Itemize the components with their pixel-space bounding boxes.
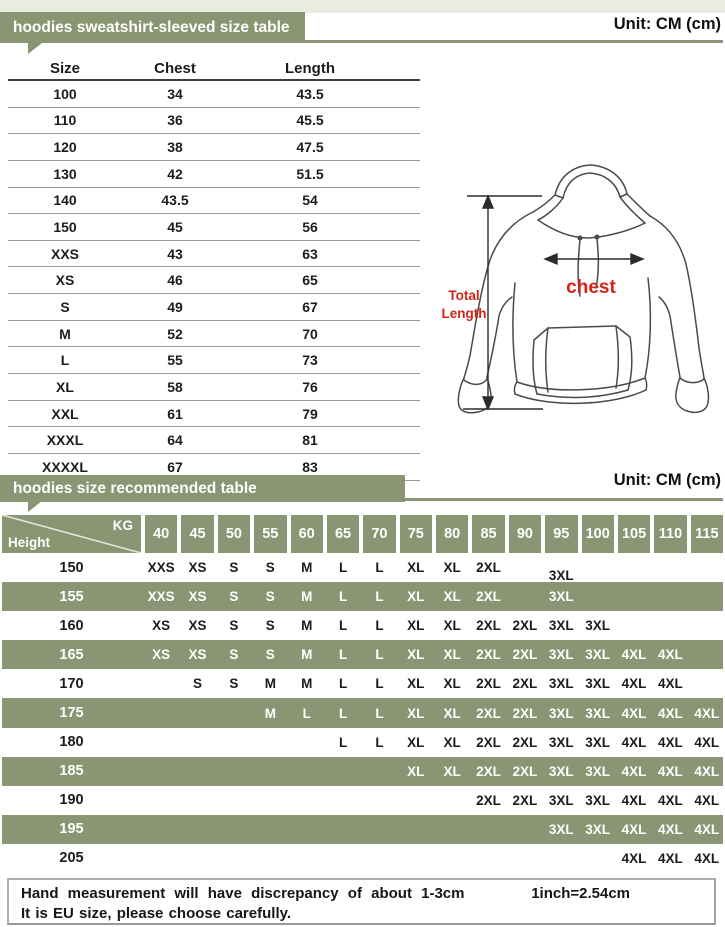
size-table-row	[8, 267, 420, 294]
recommend-table-row	[2, 698, 723, 727]
size-cell: 100	[53, 85, 77, 102]
size-cell: S	[60, 298, 70, 315]
size-cell: XS	[55, 272, 75, 289]
recommend-size-cell: 3XL	[548, 676, 574, 692]
recommend-size-cell: 2XL	[512, 763, 538, 779]
recommend-size-cell: 3XL	[585, 647, 611, 663]
weight-column-header: 115	[691, 515, 723, 553]
unit-label: Unit: CM (cm)	[613, 15, 721, 33]
recommend-size-cell: S	[229, 560, 239, 576]
recommend-size-cell: 4XL	[694, 792, 720, 808]
recommend-size-cell: M	[301, 647, 313, 663]
recommend-size-cell: 2XL	[512, 676, 538, 692]
length-cell: 83	[302, 458, 318, 475]
recommend-size-cell: XL	[443, 647, 461, 663]
recommend-size-cell: 3XL	[548, 763, 574, 779]
recommend-size-cell: 2XL	[476, 589, 501, 605]
recommend-size-cell: XL	[407, 734, 425, 750]
recommend-size-cell: L	[338, 734, 348, 750]
chest-arrow	[545, 254, 643, 264]
note-measurement-text: Hand measurement will have discrepancy of about 1-3cm	[21, 885, 465, 902]
recommend-size-cell: XL	[407, 647, 425, 663]
recommend-size-cell: 3XL	[548, 589, 574, 605]
corner-height-label: Height	[8, 535, 50, 550]
recommend-size-cell: XL	[443, 560, 461, 576]
size-table-title-badge	[0, 12, 305, 43]
unit-label: Unit: CM (cm)	[613, 471, 721, 489]
size-table-row	[8, 214, 420, 241]
recommend-size-cell: XL	[443, 676, 461, 692]
recommend-size-cell: 4XL	[658, 763, 683, 779]
length-cell: 63	[302, 245, 318, 262]
recommend-size-cell: 4XL	[658, 676, 683, 692]
recommend-size-cell: L	[338, 647, 348, 663]
weight-column-header: 90	[509, 515, 541, 553]
recommend-size-cell: 4XL	[621, 705, 647, 721]
recommend-size-cell: 4XL	[658, 792, 683, 808]
recommend-size-cell: 3XL	[548, 618, 574, 634]
size-table-body	[8, 81, 420, 481]
size-table-title: hoodies sweatshirt-sleeved size table	[13, 18, 290, 36]
size-table-row	[8, 374, 420, 401]
recommend-size-cell: 3XL	[585, 705, 611, 721]
recommend-size-cell: M	[301, 676, 313, 692]
weight-column-header: 65	[327, 515, 359, 553]
recommend-size-cell: M	[264, 676, 276, 692]
recommend-size-cell: S	[265, 618, 275, 634]
height-label: 185	[59, 763, 84, 780]
chest-cell: 61	[167, 405, 183, 422]
recommend-table-row	[2, 728, 723, 757]
length-cell: 45.5	[296, 112, 324, 129]
weight-column-header: 80	[436, 515, 468, 553]
recommend-size-cell: 3XL	[548, 792, 574, 808]
length-cell: 81	[302, 432, 318, 449]
length-cell: 76	[302, 378, 318, 395]
recommend-size-cell: 2XL	[512, 618, 538, 634]
recommend-size-cell: 4XL	[658, 734, 683, 750]
length-cell: 47.5	[296, 139, 324, 156]
length-cell: 79	[302, 405, 318, 422]
column-header-chest: Chest	[154, 59, 196, 77]
recommend-size-cell: S	[229, 676, 239, 692]
size-cell: XXXXL	[42, 458, 88, 475]
recommend-size-cell: S	[229, 589, 239, 605]
recommend-size-cell: 3XL	[585, 676, 611, 692]
chest-cell: 34	[167, 85, 183, 102]
recommend-size-cell: L	[375, 705, 384, 721]
recommend-size-cell: XS	[188, 618, 207, 634]
recommend-size-cell: 4XL	[694, 705, 720, 721]
recommend-table-title-badge	[0, 475, 405, 502]
weight-column-header: 70	[363, 515, 395, 553]
recommend-size-cell: S	[265, 589, 275, 605]
weight-column-header: 40	[145, 515, 177, 553]
recommend-table-row	[2, 757, 723, 786]
weight-column-header: 75	[400, 515, 432, 553]
recommend-size-cell: XL	[407, 676, 425, 692]
recommend-size-cell: S	[229, 647, 239, 663]
recommend-size-cell: L	[338, 589, 348, 605]
weight-column-header: 55	[254, 515, 286, 553]
size-cell: M	[59, 325, 71, 342]
size-table-row	[8, 108, 420, 135]
recommend-table-row	[2, 669, 723, 698]
recommend-size-cell: XXS	[147, 589, 175, 605]
weight-column-header: 100	[582, 515, 614, 553]
recommend-size-cell: 4XL	[694, 821, 720, 837]
recommend-size-cell: 2XL	[512, 734, 538, 750]
recommend-size-cell: XS	[188, 589, 207, 605]
weight-column-header: 60	[291, 515, 323, 553]
recommend-size-cell: L	[375, 676, 384, 692]
recommend-size-cell: XS	[152, 618, 171, 634]
length-cell: 51.5	[296, 165, 324, 182]
recommend-size-cell: 2XL	[476, 647, 501, 663]
recommend-size-cell: L	[338, 560, 348, 576]
note-box	[7, 878, 716, 925]
length-cell: 73	[302, 352, 318, 369]
column-header-length: Length	[285, 59, 335, 77]
chest-label: chest	[566, 277, 616, 298]
recommend-size-cell: 2XL	[476, 705, 501, 721]
size-cell: 140	[53, 192, 77, 209]
recommend-size-cell: 4XL	[621, 763, 647, 779]
recommend-size-cell: XS	[188, 647, 207, 663]
recommend-table-row	[2, 611, 723, 640]
note-line2: It is EU size, please choose carefully.	[21, 905, 292, 922]
recommend-size-cell: 2XL	[476, 763, 501, 779]
recommend-table-row	[2, 786, 723, 815]
size-cell: 110	[53, 112, 77, 129]
recommend-size-cell: 3XL	[585, 763, 611, 779]
recommend-size-cell: 4XL	[621, 734, 647, 750]
recommend-size-cell: 3XL	[585, 821, 611, 837]
recommend-size-cell: 2XL	[512, 792, 538, 808]
recommend-size-cell: L	[375, 560, 384, 576]
length-cell: 67	[302, 298, 318, 315]
recommend-size-cell: XL	[443, 705, 461, 721]
recommend-size-cell: L	[375, 734, 384, 750]
chest-cell: 46	[167, 272, 183, 289]
weight-column-header: 110	[654, 515, 686, 553]
recommend-size-cell: 3XL	[548, 568, 574, 584]
recommend-size-cell: 2XL	[476, 734, 501, 750]
size-table-row	[8, 161, 420, 188]
total-length-label-line1: Total	[448, 288, 480, 303]
size-cell: 120	[53, 139, 77, 156]
chest-cell: 38	[167, 139, 183, 156]
recommend-size-cell: 3XL	[585, 792, 611, 808]
recommend-size-cell: M	[301, 589, 313, 605]
recommend-table-header	[2, 515, 723, 553]
hoodie-measurement-diagram	[430, 150, 725, 460]
size-table-row	[8, 81, 420, 108]
recommend-size-cell: S	[193, 676, 203, 692]
chest-cell: 45	[167, 219, 183, 236]
recommend-size-cell: S	[265, 647, 275, 663]
recommend-size-cell: M	[301, 560, 313, 576]
recommend-table-row	[2, 640, 723, 669]
size-cell: XL	[56, 378, 74, 395]
recommend-size-cell: 4XL	[621, 647, 647, 663]
recommend-size-cell: 2XL	[476, 676, 501, 692]
recommend-size-cell: XL	[443, 589, 461, 605]
recommend-table-row	[2, 553, 723, 582]
recommend-table	[2, 515, 723, 873]
chest-cell: 58	[167, 378, 183, 395]
recommend-size-cell: M	[264, 705, 276, 721]
height-label: 190	[59, 792, 84, 809]
size-table-row	[8, 427, 420, 454]
recommend-size-cell: 3XL	[548, 821, 574, 837]
size-table-row	[8, 294, 420, 321]
badge-tail	[28, 501, 42, 512]
height-label: 170	[59, 675, 84, 692]
recommend-size-cell: 4XL	[658, 821, 683, 837]
note-inch-conversion: 1inch=2.54cm	[531, 885, 630, 902]
chest-cell: 43.5	[161, 192, 189, 209]
weight-column-header: 105	[618, 515, 650, 553]
length-cell: 56	[302, 219, 318, 236]
recommend-size-cell: L	[375, 589, 384, 605]
chest-cell: 42	[167, 165, 183, 182]
recommend-size-cell: 4XL	[621, 792, 647, 808]
recommend-size-cell: 2XL	[476, 792, 501, 808]
recommend-table-row	[2, 582, 723, 611]
badge-tail	[28, 43, 42, 54]
height-label: 180	[59, 734, 84, 751]
chest-cell: 52	[167, 325, 183, 342]
recommend-size-cell: XL	[407, 763, 425, 779]
chest-cell: 67	[167, 458, 183, 475]
chest-cell: 43	[167, 245, 183, 262]
size-cell: 150	[53, 219, 77, 236]
height-label: 195	[59, 821, 84, 838]
recommend-size-cell: 2XL	[476, 618, 501, 634]
recommend-size-cell: XL	[407, 589, 425, 605]
length-cell: 70	[302, 325, 318, 342]
recommend-size-cell: 3XL	[548, 705, 574, 721]
chest-cell: 36	[167, 112, 183, 129]
recommend-table-row	[2, 844, 723, 873]
size-cell: L	[60, 352, 70, 369]
recommend-size-cell: XL	[407, 560, 425, 576]
recommend-size-cell: 4XL	[621, 676, 647, 692]
height-label: 150	[59, 559, 84, 576]
recommend-size-cell: XL	[443, 734, 461, 750]
recommend-size-cell: L	[375, 647, 384, 663]
recommend-table-row	[2, 815, 723, 844]
corner-kg-label: KG	[112, 518, 133, 533]
size-table-row	[8, 241, 420, 268]
weight-column-header: 95	[545, 515, 577, 553]
recommend-size-cell: XL	[443, 763, 461, 779]
recommend-size-cell: 4XL	[621, 850, 647, 866]
recommend-size-cell: 4XL	[658, 647, 683, 663]
height-label: 155	[59, 588, 84, 605]
recommend-size-cell: 2XL	[476, 560, 501, 576]
recommend-size-cell: 3XL	[585, 618, 611, 634]
weight-column-header: 45	[181, 515, 213, 553]
total-length-label-line2: Length	[441, 306, 487, 321]
note-line1	[21, 885, 702, 902]
height-label: 205	[59, 850, 84, 867]
kg-height-corner-cell	[2, 515, 141, 553]
recommend-size-cell: XL	[407, 705, 425, 721]
height-label: 160	[59, 617, 84, 634]
size-table-row	[8, 321, 420, 348]
weight-column-header: 50	[218, 515, 250, 553]
header-rule	[298, 40, 723, 43]
weight-column-header: 85	[472, 515, 504, 553]
size-cell: XXXL	[46, 432, 84, 449]
length-cell: 54	[302, 192, 318, 209]
recommend-size-cell: 2XL	[512, 705, 538, 721]
size-cell: 130	[53, 165, 77, 182]
recommend-table-title: hoodies size recommended table	[13, 479, 257, 497]
recommend-size-cell: 3XL	[585, 734, 611, 750]
height-label: 165	[59, 646, 84, 663]
length-cell: 65	[302, 272, 318, 289]
column-header-size: Size	[49, 59, 80, 77]
recommend-size-cell: L	[338, 705, 348, 721]
recommend-size-cell: 4XL	[694, 850, 720, 866]
recommend-size-cell: XS	[152, 647, 171, 663]
size-table	[8, 57, 420, 481]
size-table-row	[8, 134, 420, 161]
recommend-size-cell: L	[302, 705, 311, 721]
chest-cell: 55	[167, 352, 183, 369]
recommend-size-cell: 4XL	[694, 763, 720, 779]
recommend-table-body	[2, 553, 723, 873]
recommend-size-cell: L	[338, 618, 348, 634]
header-rule	[398, 498, 723, 501]
size-cell: XXS	[50, 245, 79, 262]
size-table-row	[8, 401, 420, 428]
length-cell: 43.5	[296, 85, 324, 102]
size-table-row	[8, 347, 420, 374]
recommend-size-cell: XL	[407, 618, 425, 634]
recommend-size-cell: 4XL	[658, 850, 683, 866]
recommend-size-cell: 4XL	[694, 734, 720, 750]
size-cell: XXL	[51, 405, 79, 422]
recommend-size-cell: 3XL	[548, 734, 574, 750]
chest-cell: 49	[167, 298, 183, 315]
height-label: 175	[59, 705, 84, 722]
recommend-size-cell: L	[375, 618, 384, 634]
chest-cell: 64	[167, 432, 183, 449]
recommend-size-cell: M	[301, 618, 313, 634]
recommend-size-cell: XL	[443, 618, 461, 634]
recommend-size-cell: XS	[188, 560, 207, 576]
recommend-size-cell: 3XL	[548, 647, 574, 663]
size-table-row	[8, 188, 420, 215]
recommend-size-cell: 4XL	[621, 821, 647, 837]
recommend-size-cell: S	[229, 618, 239, 634]
recommend-size-cell: XXS	[147, 560, 175, 576]
recommend-size-cell: 2XL	[512, 647, 538, 663]
size-table-header	[8, 57, 420, 81]
recommend-size-cell: L	[338, 676, 348, 692]
recommend-size-cell: S	[265, 560, 275, 576]
recommend-size-cell: 4XL	[658, 705, 683, 721]
